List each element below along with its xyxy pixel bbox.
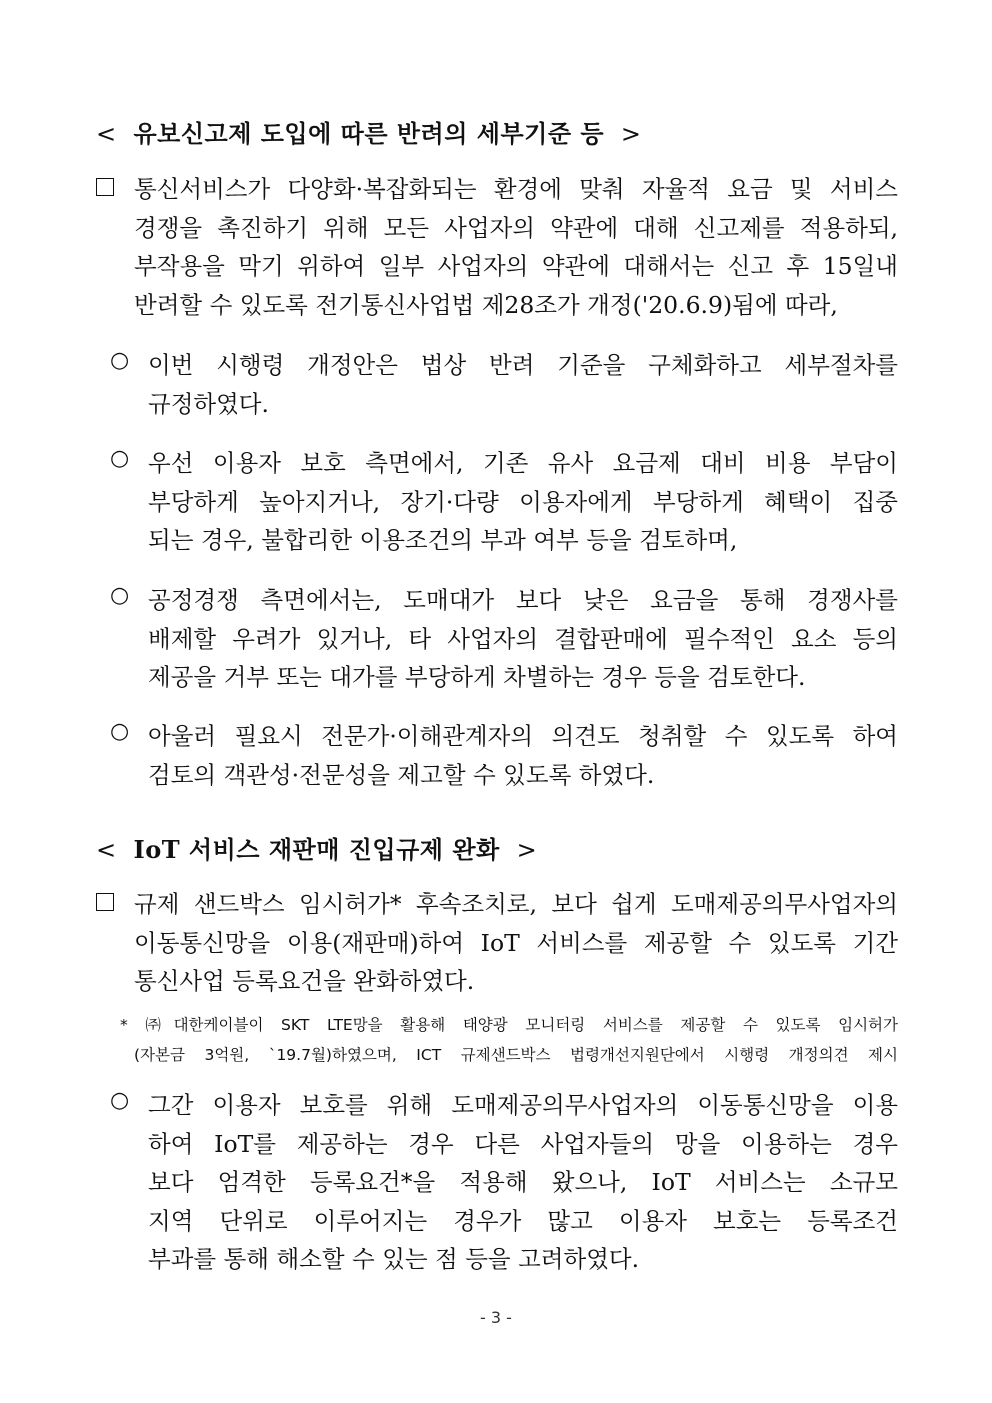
- text-line: 부작용을 막기 위하여 일부 사업자의 약관에 대해서는 신고 후 15일내: [134, 252, 898, 280]
- text-line: 아울러 필요시 전문가·이해관계자의 의견도 청취할 수 있도록 하여: [148, 722, 898, 750]
- text-line: 이동통신망을 이용(재판매)하여 IoT 서비스를 제공할 수 있도록 기간: [134, 928, 898, 957]
- heading-open-bracket: <: [96, 836, 117, 864]
- footnote-line: * ㈜대한케이블이 SKT LTE망을 활용해 태양광 모니터링 서비스를 제공할 수 있도록 임시허가: [120, 1016, 898, 1034]
- text-line: 통신서비스가 다양화·복잡화되는 환경에 맞춰 자율적 요금 및 서비스: [134, 175, 898, 203]
- heading-close-bracket: >: [620, 120, 642, 148]
- text-line: 배제할 우려가 있거나, 타 사업자의 결합판매에 필수적인 요소 등의: [148, 624, 898, 653]
- text-line: 지역 단위로 이루어지는 경우가 많고 이용자 보호는 등록조건: [148, 1206, 898, 1235]
- circle-bullet-icon: ○: [110, 446, 130, 471]
- text-line: 부당하게 높아지거나, 장기·다량 이용자에게 부당하게 혜택이 집중: [148, 487, 898, 516]
- text-line: 규제 샌드박스 임시허가* 후속조치로, 보다 쉽게 도매제공의무사업자의: [134, 890, 898, 918]
- text-line: 검토의 객관성·전문성을 제고할 수 있도록 하였다.: [148, 760, 655, 789]
- footnote: [120, 1010, 898, 1070]
- heading-text: IoT 서비스 재판매 진입규제 완화: [133, 835, 500, 864]
- text-line: 이번 시행령 개정안은 법상 반려 기준을 구체화하고 세부절차를: [148, 351, 898, 379]
- text-line: 되는 경우, 불합리한 이용조건의 부과 여부 등을 검토하며,: [148, 526, 738, 554]
- section-heading: [96, 830, 537, 865]
- heading-close-bracket: >: [516, 836, 538, 864]
- circle-bullet-icon: ○: [110, 719, 130, 744]
- square-bullet-icon: [96, 893, 114, 911]
- circle-bullet-item: [110, 717, 898, 794]
- circle-bullet-item: [110, 1086, 898, 1279]
- text-line: 통신사업 등록요건을 완화하였다.: [134, 967, 475, 995]
- text-line: 우선 이용자 보호 측면에서, 기존 유사 요금제 대비 비용 부담이: [148, 449, 898, 477]
- text-line: 공정경쟁 측면에서는, 도매대가 보다 낮은 요금을 통해 경쟁사를: [148, 586, 898, 614]
- square-item: [96, 170, 898, 324]
- circle-bullet-item: [110, 581, 898, 697]
- footnote-line: (자본금 3억원, `19.7월)하였으며, ICT 규제샌드박스 법령개선지원단에서 시행령 개정의견 제시: [134, 1046, 898, 1064]
- square-bullet-icon: [96, 178, 114, 196]
- text-line: 그간 이용자 보호를 위해 도매제공의무사업자의 이동통신망을 이용: [148, 1091, 898, 1119]
- text-line: 보다 엄격한 등록요건*을 적용해 왔으나, IoT 서비스는 소규모: [148, 1168, 898, 1196]
- square-item: [96, 885, 898, 1001]
- section-heading: [96, 114, 642, 149]
- text-line: 규정하였다.: [148, 389, 269, 418]
- text-line: 경쟁을 촉진하기 위해 모든 사업자의 약관에 대해 신고제를 적용하되,: [134, 213, 898, 242]
- circle-bullet-icon: ○: [110, 348, 130, 373]
- text-line: 부과를 통해 해소할 수 있는 점 등을 고려하였다.: [148, 1245, 640, 1273]
- text-line: 하여 IoT를 제공하는 경우 다른 사업자들의 망을 이용하는 경우: [148, 1129, 898, 1158]
- circle-bullet-icon: ○: [110, 1088, 130, 1113]
- circle-bullet-item: [110, 444, 898, 560]
- circle-bullet-item: [110, 346, 898, 423]
- text-line: 반려할 수 있도록 전기통신사업법 제28조가 개정('20.6.9)됨에 따라,: [134, 290, 838, 319]
- text-line: 제공을 거부 또는 대가를 부당하게 차별하는 경우 등을 검토한다.: [148, 663, 806, 691]
- circle-bullet-icon: ○: [110, 583, 130, 608]
- heading-open-bracket: <: [96, 120, 117, 148]
- page-number: - 3 -: [480, 1308, 512, 1327]
- heading-text: 유보신고제 도입에 따른 반려의 세부기준 등: [133, 119, 605, 148]
